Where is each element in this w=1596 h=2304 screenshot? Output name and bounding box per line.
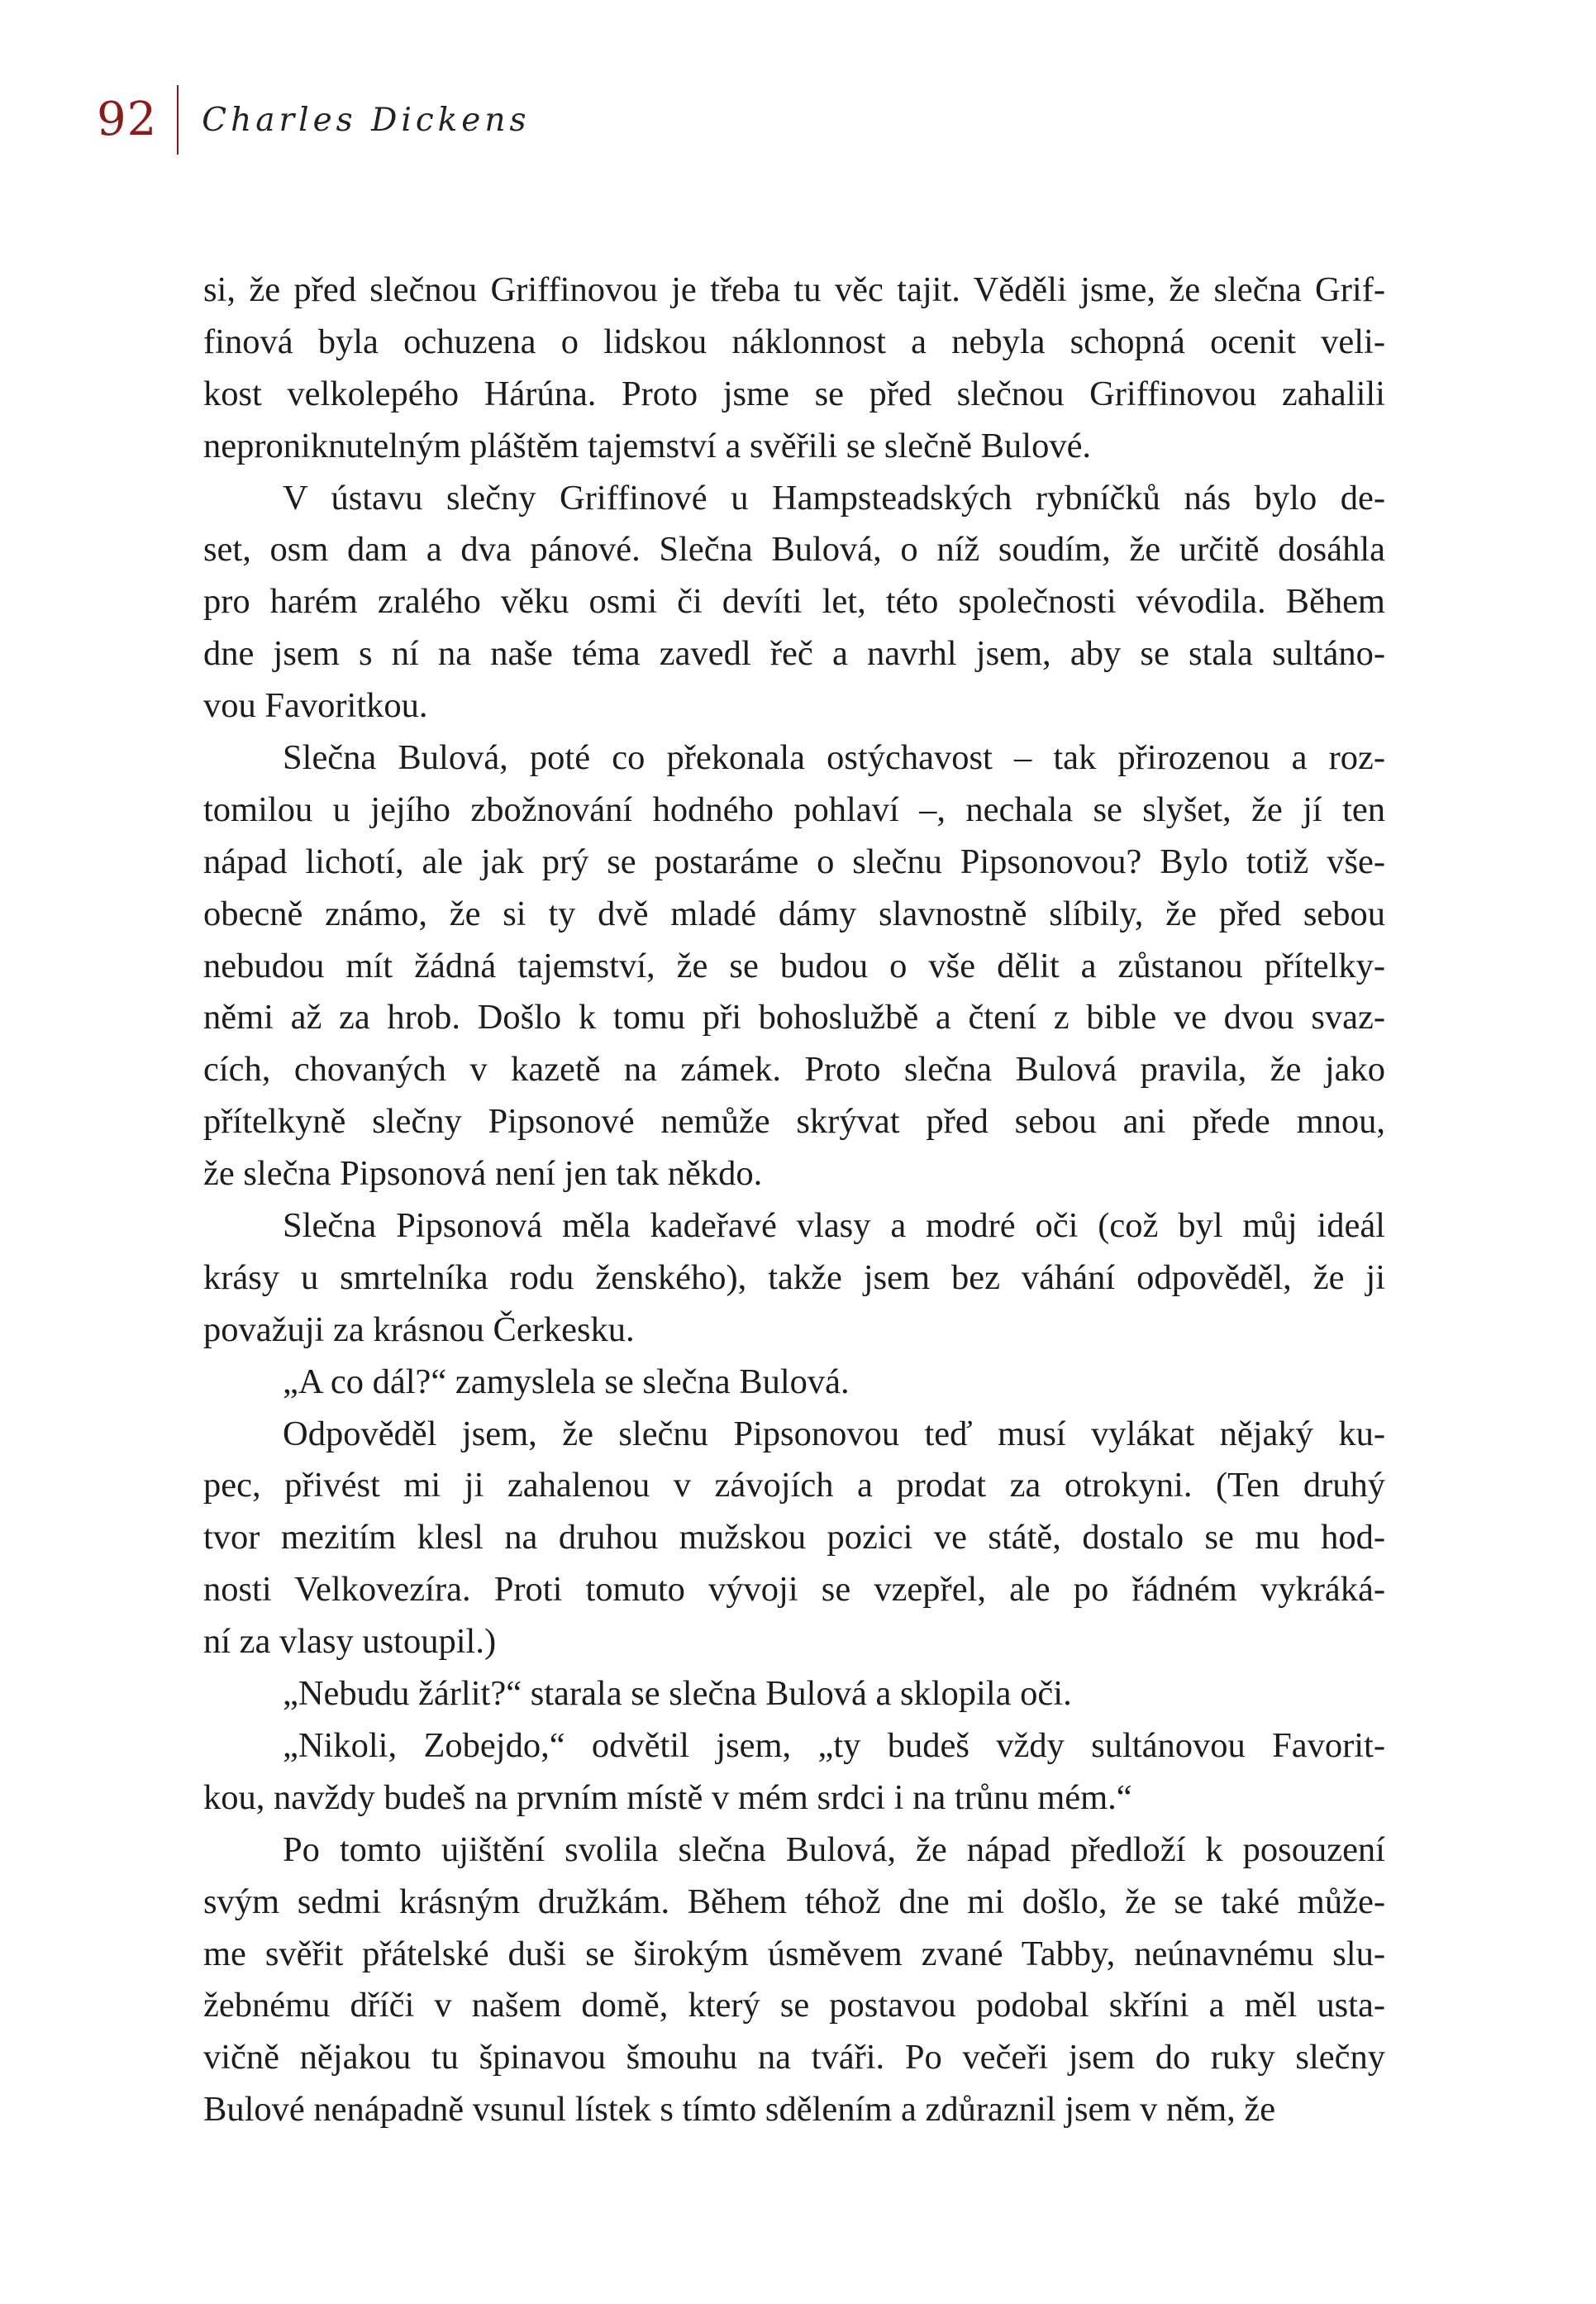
paragraph: [203, 1409, 1385, 1668]
paragraph: [203, 1720, 1385, 1825]
paragraph: [203, 265, 1385, 473]
text-line: žebnému dříči v našem domě, který se postavou podobal skříni a měl usta-: [203, 1986, 1385, 2025]
paragraph: [203, 1825, 1385, 2136]
text-line: krásy u smrtelníka rodu ženského), takže jsem bez váhání odpověděl, že ji: [203, 1257, 1385, 1297]
text-line: tomilou u jejího zbožnování hodného pohlaví –, nechala se slyšet, že jí ten: [203, 789, 1385, 829]
paragraph: [203, 732, 1385, 1200]
text-line: ní za vlasy ustoupil.): [203, 1622, 497, 1662]
text-line: že slečna Pipsonová není jen tak někdo.: [203, 1154, 763, 1194]
text-line: nebudou mít žádná tajemství, že se budou o vše dělit a zůstanou přítelky-: [203, 946, 1385, 985]
text-line: si, že před slečnou Griffinovou je třeba tu věc tajit. Věděli jsme, že slečna Grif-: [203, 270, 1385, 309]
text-line: finová byla ochuzena o lidskou náklonnost a nebyla schopná ocenit veli-: [203, 322, 1385, 361]
text-line: tvor mezitím klesl na druhou mužskou pozici ve státě, dostalo se mu hod-: [203, 1518, 1385, 1557]
text-line: dne jsem s ní na naše téma zavedl řeč a navrhl jsem, aby se stala sultáno-: [203, 634, 1385, 674]
paragraph: [203, 1668, 1385, 1720]
text-line: přítelkyně slečny Pipsonové nemůže skrývat před sebou ani přede mnou,: [203, 1102, 1385, 1142]
text-line: Bulové nenápadně vsunul lístek s tímto sdělením a zdůraznil jsem v něm, že: [203, 2090, 1276, 2130]
page-header: [97, 83, 531, 157]
text-line: němi až za hrob. Došlo k tomu při bohoslužbě a čtení z bible ve dvou svaz-: [203, 998, 1385, 1038]
text-line: obecně známo, že si ty dvě mladé dámy slavnostně slíbily, že před sebou: [203, 894, 1385, 933]
paragraph: [203, 1357, 1385, 1409]
text-line: Po tomto ujištění svolila slečna Bulová, že nápad předloží k posouzení: [283, 1829, 1385, 1869]
paragraph: [203, 473, 1385, 732]
text-line: „A co dál?“ zamyslela se slečna Bulová.: [283, 1362, 850, 1401]
running-head-author: Charles Dickens: [202, 101, 531, 139]
text-line: me svěřit přátelské duši se širokým úsměvem zvané Tabby, neúnavnému slu-: [203, 1934, 1385, 1973]
body-text: [203, 265, 1385, 2136]
page-number: 92: [97, 93, 158, 146]
text-line: svým sedmi krásným družkám. Během téhož dne mi došlo, že se také může-: [203, 1882, 1385, 1921]
text-line: V ústavu slečny Griffinové u Hampsteadských rybníčků nás bylo de-: [283, 478, 1385, 518]
text-line: neproniknutelným pláštěm tajemství a svěřili se slečně Bulové.: [203, 426, 1092, 465]
text-line: Slečna Bulová, poté co překonala ostýchavost – tak přirozenou a roz-: [283, 738, 1385, 778]
text-line: Slečna Pipsonová měla kadeřavé vlasy a modré oči (což byl můj ideál: [283, 1206, 1385, 1246]
text-line: „Nebudu žárlit?“ starala se slečna Bulová a sklopila oči.: [283, 1674, 1072, 1714]
text-line: kou, navždy budeš na prvním místě v mém srdci i na trůnu mém.“: [203, 1777, 1132, 1817]
header-divider: [177, 85, 179, 155]
text-line: vičně nějakou tu špinavou šmouhu na tváři. Po večeři jsem do ruky slečny: [203, 2038, 1385, 2077]
paragraph: [203, 1200, 1385, 1357]
text-line: „Nikoli, Zobejdo,“ odvětil jsem, „ty budeš vždy sultánovou Favorit-: [283, 1725, 1385, 1765]
text-line: pro harém zralého věku osmi či devíti let, této společnosti vévodila. Během: [203, 582, 1385, 622]
text-line: kost velkolepého Hárúna. Proto jsme se před slečnou Griffinovou zahalili: [203, 374, 1385, 413]
text-line: cích, chovaných v kazetě na zámek. Proto slečna Bulová pravila, že jako: [203, 1050, 1385, 1090]
text-line: nosti Velkovezíra. Proti tomuto vývoji se vzepřel, ale po řádném vykráká-: [203, 1570, 1385, 1610]
text-line: vou Favoritkou.: [203, 686, 428, 726]
text-line: pec, přivést mi ji zahalenou v závojích a prodat za otrokyni. (Ten druhý: [203, 1466, 1385, 1505]
text-line: Odpověděl jsem, že slečnu Pipsonovou teď musí vylákat nějaký ku-: [283, 1414, 1385, 1453]
text-line: považuji za krásnou Čerkesku.: [203, 1309, 635, 1349]
text-line: set, osm dam a dva pánové. Slečna Bulová, o níž soudím, že určitě dosáhla: [203, 530, 1385, 570]
text-line: nápad lichotí, ale jak prý se postaráme o slečnu Pipsonovou? Bylo totiž vše-: [203, 842, 1385, 881]
